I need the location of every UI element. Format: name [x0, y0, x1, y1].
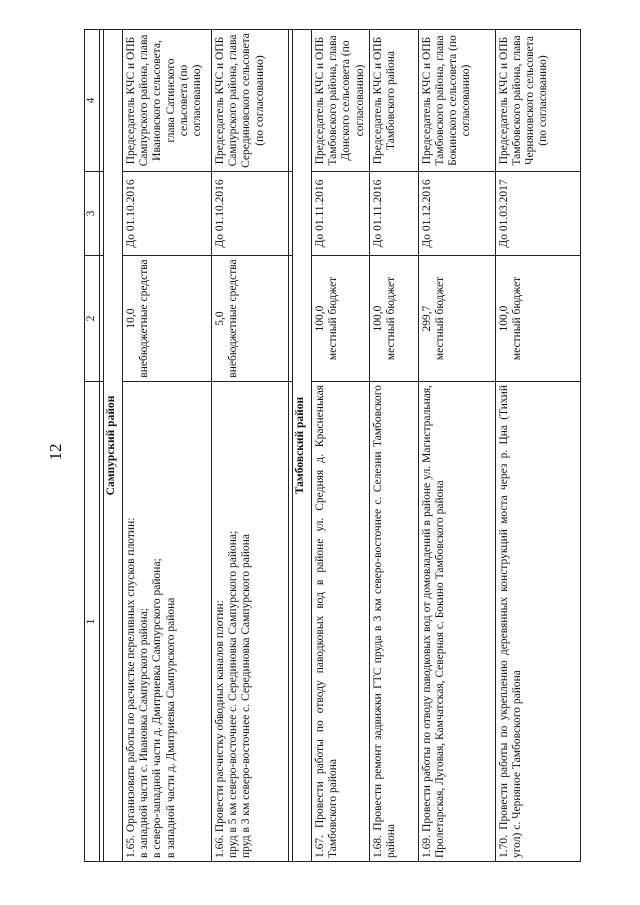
table-row: [123, 30, 212, 862]
amount-value: 100,0: [371, 305, 384, 332]
amount-value: 299,7: [420, 305, 433, 332]
funding-source: местный бюджет: [511, 276, 524, 361]
column-header: 2: [85, 256, 100, 382]
task-cell: 1.69. Провести работы по отводу паводковых вод от домовладений в районе ул. Магистральная, Пролетарская, Луговая, Камчатская, Северная с. Бокино Тамбовского района: [418, 382, 495, 862]
deadline-cell: До 01.03.2017: [495, 172, 580, 256]
funding-cell: [369, 256, 418, 382]
table-header-row: [85, 30, 100, 862]
amount-value: 10,0: [125, 308, 137, 329]
section-title: Тамбовский район: [293, 30, 312, 862]
task-detail: пруд в 5 км северо-восточнее с. Серединовка Сампурского района;: [227, 530, 240, 858]
funding-source: местный бюджет: [385, 276, 398, 361]
table-row: [212, 30, 289, 862]
column-header: 3: [85, 172, 100, 256]
rotated-page-content: [84, 30, 550, 862]
amount-value: 100,0: [314, 305, 326, 332]
section-header-row: [104, 30, 123, 862]
responsible-cell: Председатель КЧС и ОПБ Тамбовского района, глава Донского сельсовета (по согласованию): [312, 30, 370, 172]
deadline-cell: До 01.12.2016: [418, 172, 495, 256]
task-detail: пруд в 3 км северо-восточнее с. Серединовка Сампурского района: [240, 534, 253, 858]
table-row: [418, 30, 495, 862]
responsible-cell: Председатель КЧС и ОПБ Тамбовского района, глава Бокинского сельсовета (по согласованию): [418, 30, 495, 172]
funding-source: местный бюджет: [327, 276, 340, 361]
deadline-cell: До 01.11.2016: [369, 172, 418, 256]
task-cell: [212, 382, 289, 862]
responsible-cell: Председатель КЧС и ОПБ Сампурского района, глава Серединовского сельсовета (по согласованию): [212, 30, 289, 172]
task-cell: 1.67. Провести работы по отводу паводковых вод в районе ул. Средняя д. Красненькая Тамбовского района: [312, 382, 370, 862]
deadline-cell: До 01.10.2016: [212, 172, 289, 256]
task-cell: 1.70. Провести работы по укреплению деревянных конструкций моста через р. Цна (Тихий угол) с. Черняное Тамбовского района: [495, 382, 580, 862]
table-row: [369, 30, 418, 862]
funding-cell: [312, 256, 370, 382]
table-row: [495, 30, 580, 862]
page-number: 12: [46, 443, 65, 461]
deadline-cell: До 01.10.2016: [123, 172, 212, 256]
responsible-cell: Председатель КЧС и ОПБ Сампурского района, глава Ивановского сельсовета, глава Сатинского сельсовета (по согласованию): [123, 30, 212, 172]
section-title: Сампурский район: [104, 30, 123, 862]
table-row: [312, 30, 370, 862]
funding-source: местный бюджет: [434, 276, 447, 361]
task-detail: в северо-западной части д. Дмитриевка Сампурского района;: [151, 558, 164, 858]
task-text: 1.65. Организовать работы по расчистке переливных спусков плотин:: [125, 517, 137, 858]
funding-cell: [212, 256, 289, 382]
amount-value: 100,0: [497, 305, 510, 332]
funding-source: внебюджетные средства: [138, 259, 151, 378]
funding-cell: [123, 256, 212, 382]
section-header-row: [293, 30, 312, 862]
funding-cell: [418, 256, 495, 382]
responsible-cell: Председатель КЧС и ОПБ Тамбовского района, глава Черняновского сельсовета (по согласованию): [495, 30, 580, 172]
amount-value: 5,0: [214, 311, 226, 326]
task-detail: в западной части с. Ивановка Сампурского района;: [138, 608, 151, 858]
funding-source: внебюджетные средства: [227, 259, 240, 378]
task-cell: 1.68. Провести ремонт задвижки ГТС пруда в 3 км северо-восточнее с. Селезни Тамбовского района: [369, 382, 418, 862]
task-text: 1.66. Провести расчистку обводных каналов плотин:: [214, 600, 226, 858]
deadline-cell: До 01.11.2016: [312, 172, 370, 256]
measures-table: [84, 29, 581, 862]
funding-cell: [495, 256, 580, 382]
column-header: 1: [85, 382, 100, 862]
task-cell: [123, 382, 212, 862]
column-header: 4: [85, 30, 100, 172]
task-detail: в западной части д. Дмитриевка Сампурского района: [164, 597, 177, 858]
responsible-cell: Председатель КЧС и ОПБ Тамбовского района: [369, 30, 418, 172]
